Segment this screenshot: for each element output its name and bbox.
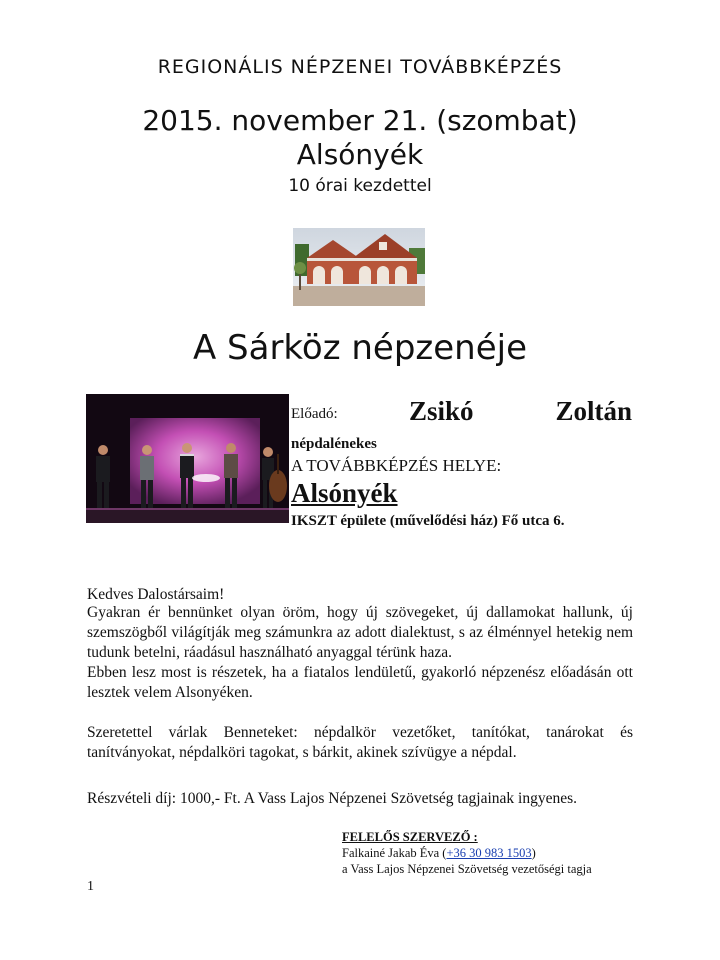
organizer-block <box>342 829 592 877</box>
organizer-role: a Vass Lajos Népzenei Szövetség vezetőségi tagja <box>342 862 592 876</box>
organizer-title: FELELŐS SZERVEZŐ : <box>342 830 478 844</box>
organizer-name-line <box>342 845 592 861</box>
paragraph-1a: Gyakran ér bennünket olyan öröm, hogy új szövegeket, új dallamokat hallunk, új szemszögből világítják meg számunkra az adott dialektust, s az élménnyel hetekig nem tudunk betelni, ráadásul használható anyaggal térünk haza. <box>87 604 633 661</box>
program-heading: REGIONÁLIS NÉPZENEI TOVÁBBKÉPZÉS <box>157 56 563 78</box>
venue-building-photo <box>293 228 425 306</box>
presenter-label: Előadó: <box>291 406 338 422</box>
stage-performance-photo <box>86 394 289 523</box>
participation-fee: Részvételi díj: 1000,- Ft. A Vass Lajos Népzenei Szövetség tagjainak ingyenes. <box>87 790 578 807</box>
venue-address: IKSZT épülete (művelődési ház) Fő utca 6. <box>291 513 565 529</box>
organizer-phone-link[interactable]: +36 30 983 1503 <box>446 846 532 860</box>
presenter-first-name: Zsikó <box>409 396 474 426</box>
paragraph-1b: Ebben lesz most is részetek, ha a fiatalos lendületű, gyakorló népzenész előadásán ott lesztek velem Alsonyéken. <box>87 664 633 701</box>
greeting: Kedves Dalostársaim! <box>87 586 225 603</box>
page-number: 1 <box>87 879 94 894</box>
presenter-role: népdalénekes <box>291 436 377 452</box>
venue-heading: A TOVÁBBKÉPZÉS HELYE: <box>291 456 502 475</box>
lecture-title: A Sárköz népzenéje <box>192 328 528 368</box>
invitation-paragraph-1 <box>87 603 633 703</box>
venue-name: Alsónyék <box>291 478 398 508</box>
event-place: Alsónyék <box>296 138 424 171</box>
invitation-paragraph-2: Szeretettel várlak Benneteket: népdalkör vezetőket, tanítókat, tanárokat és tanítványokat, népdalköri tagokat, s bárkit, akinek szívügye a népdal. <box>87 724 633 761</box>
presenter-last-name: Zoltán <box>555 396 632 426</box>
organizer-name: Falkainé Jakab Éva ( <box>342 846 447 860</box>
organizer-name-close: ) <box>531 846 536 860</box>
presenter-row <box>291 396 636 432</box>
event-start-time: 10 órai kezdettel <box>288 176 432 196</box>
event-date: 2015. november 21. (szombat) <box>142 104 578 137</box>
